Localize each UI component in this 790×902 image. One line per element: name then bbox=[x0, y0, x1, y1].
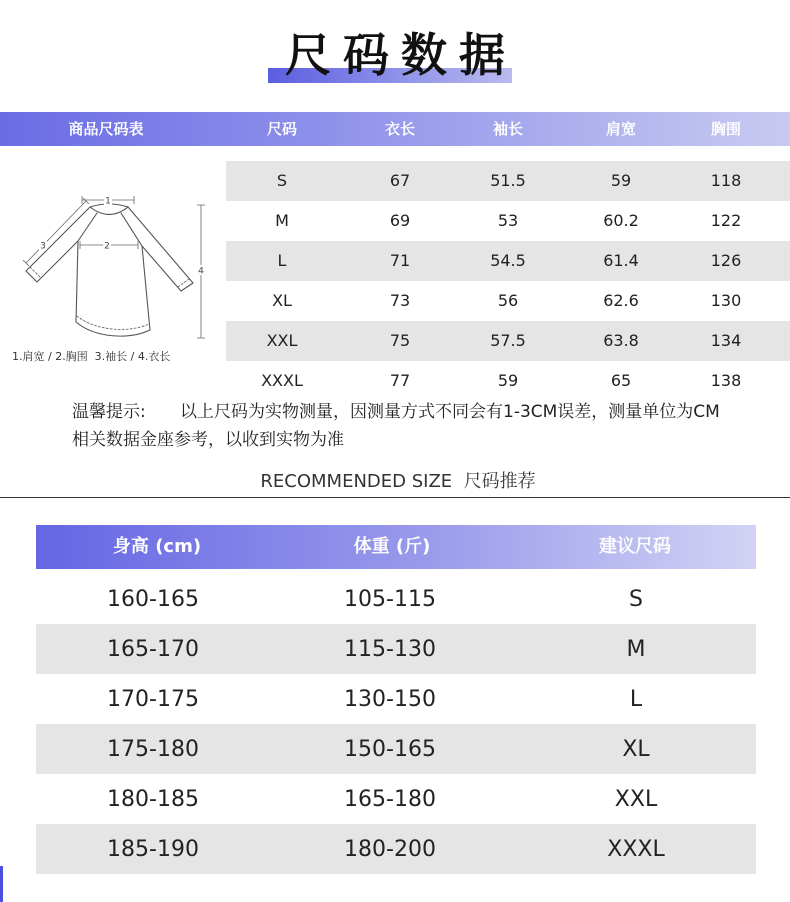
chest-cell: 126 bbox=[710, 251, 742, 270]
measure-label-4: 4 bbox=[198, 266, 204, 277]
shoulder-cell: 61.4 bbox=[603, 251, 639, 270]
column-header-weight: 体重 (斤) bbox=[353, 536, 431, 557]
recommended-size-heading: RECOMMENDED SIZE 尺码推荐 bbox=[260, 471, 536, 492]
measure-label-2: 2 bbox=[104, 241, 110, 252]
suggested-size-cell: L bbox=[629, 687, 643, 712]
length-cell: 67 bbox=[389, 171, 411, 190]
size-cell: L bbox=[277, 251, 287, 270]
suggested-size-cell: S bbox=[629, 587, 643, 612]
column-header-height: 身高 (cm) bbox=[112, 536, 202, 557]
measure-label-1: 1 bbox=[105, 196, 111, 207]
chest-cell: 118 bbox=[710, 171, 742, 190]
size-table-row bbox=[226, 241, 790, 281]
size-cell: XXL bbox=[266, 331, 298, 350]
notes-label: 温馨提示: bbox=[72, 402, 146, 422]
column-header-size: 尺码 bbox=[266, 120, 297, 138]
height-cell: 160-165 bbox=[107, 587, 199, 612]
sleeve-cell: 53 bbox=[497, 211, 519, 230]
height-cell: 170-175 bbox=[107, 687, 199, 712]
column-header-length: 衣长 bbox=[384, 120, 415, 138]
recommend-table-row bbox=[36, 674, 756, 724]
shoulder-cell: 65 bbox=[610, 371, 632, 390]
height-cell: 185-190 bbox=[107, 837, 199, 862]
weight-cell: 115-130 bbox=[344, 637, 436, 662]
size-cell: M bbox=[275, 211, 289, 230]
sleeve-cell: 51.5 bbox=[490, 171, 526, 190]
weight-cell: 105-115 bbox=[344, 587, 436, 612]
diagram-caption: 1.肩宽 / 2.胸围 3.袖长 / 4.衣长 bbox=[12, 350, 171, 363]
height-cell: 175-180 bbox=[107, 737, 199, 762]
recommend-table-header bbox=[36, 525, 756, 569]
recommend-table-row bbox=[36, 624, 756, 674]
column-header-shoulder: 肩宽 bbox=[605, 120, 636, 138]
length-cell: 75 bbox=[389, 331, 411, 350]
recommend-table-row bbox=[36, 724, 756, 774]
notes-line-2: 相关数据金座参考，以收到实物为准 bbox=[72, 430, 344, 450]
suggested-size-cell: XXL bbox=[614, 787, 658, 812]
sleeve-cell: 56 bbox=[497, 291, 519, 310]
shoulder-cell: 62.6 bbox=[603, 291, 639, 310]
height-cell: 180-185 bbox=[107, 787, 199, 812]
suggested-size-cell: M bbox=[626, 637, 646, 662]
size-table-row bbox=[226, 321, 790, 361]
page-title: 尺码数据 bbox=[285, 28, 517, 82]
size-table-row bbox=[226, 281, 790, 321]
height-cell: 165-170 bbox=[107, 637, 199, 662]
shoulder-cell: 60.2 bbox=[603, 211, 639, 230]
column-header-chest: 胸围 bbox=[710, 120, 741, 138]
size-table-header bbox=[0, 112, 790, 146]
recommend-table-row bbox=[36, 824, 756, 874]
size-table-row bbox=[226, 201, 790, 241]
length-cell: 73 bbox=[389, 291, 411, 310]
size-table-label: 商品尺码表 bbox=[68, 120, 144, 138]
chest-cell: 130 bbox=[710, 291, 742, 310]
weight-cell: 150-165 bbox=[344, 737, 436, 762]
shoulder-cell: 59 bbox=[610, 171, 632, 190]
size-cell: XXXL bbox=[261, 371, 303, 390]
chest-cell: 138 bbox=[710, 371, 742, 390]
suggested-size-cell: XL bbox=[622, 737, 650, 762]
weight-cell: 180-200 bbox=[344, 837, 436, 862]
column-header-suggested-size: 建议尺码 bbox=[599, 536, 671, 557]
recommend-table-row bbox=[36, 574, 756, 624]
edge-accent-mark bbox=[0, 866, 3, 902]
sleeve-cell: 59 bbox=[497, 371, 519, 390]
size-table-row bbox=[226, 361, 790, 401]
length-cell: 77 bbox=[389, 371, 411, 390]
sleeve-cell: 57.5 bbox=[490, 331, 526, 350]
length-cell: 71 bbox=[389, 251, 411, 270]
size-cell: XL bbox=[272, 291, 292, 310]
shirt-measurement-diagram bbox=[0, 185, 226, 345]
weight-cell: 165-180 bbox=[344, 787, 436, 812]
shirt-outline bbox=[26, 204, 193, 336]
size-table-row bbox=[226, 161, 790, 201]
recommend-table-row bbox=[36, 774, 756, 824]
length-cell: 69 bbox=[389, 211, 411, 230]
chest-cell: 134 bbox=[710, 331, 742, 350]
column-header-sleeve: 袖长 bbox=[492, 120, 523, 138]
weight-cell: 130-150 bbox=[344, 687, 436, 712]
suggested-size-cell: XXXL bbox=[607, 837, 665, 862]
size-cell: S bbox=[276, 171, 288, 190]
section-divider bbox=[0, 497, 790, 498]
chest-cell: 122 bbox=[710, 211, 742, 230]
sleeve-cell: 54.5 bbox=[490, 251, 526, 270]
measure-label-3: 3 bbox=[40, 241, 46, 252]
notes-line-1: 以上尺码为实物测量，因测量方式不同会有1-3CM误差，测量单位为CM bbox=[180, 402, 720, 422]
shoulder-cell: 63.8 bbox=[603, 331, 639, 350]
